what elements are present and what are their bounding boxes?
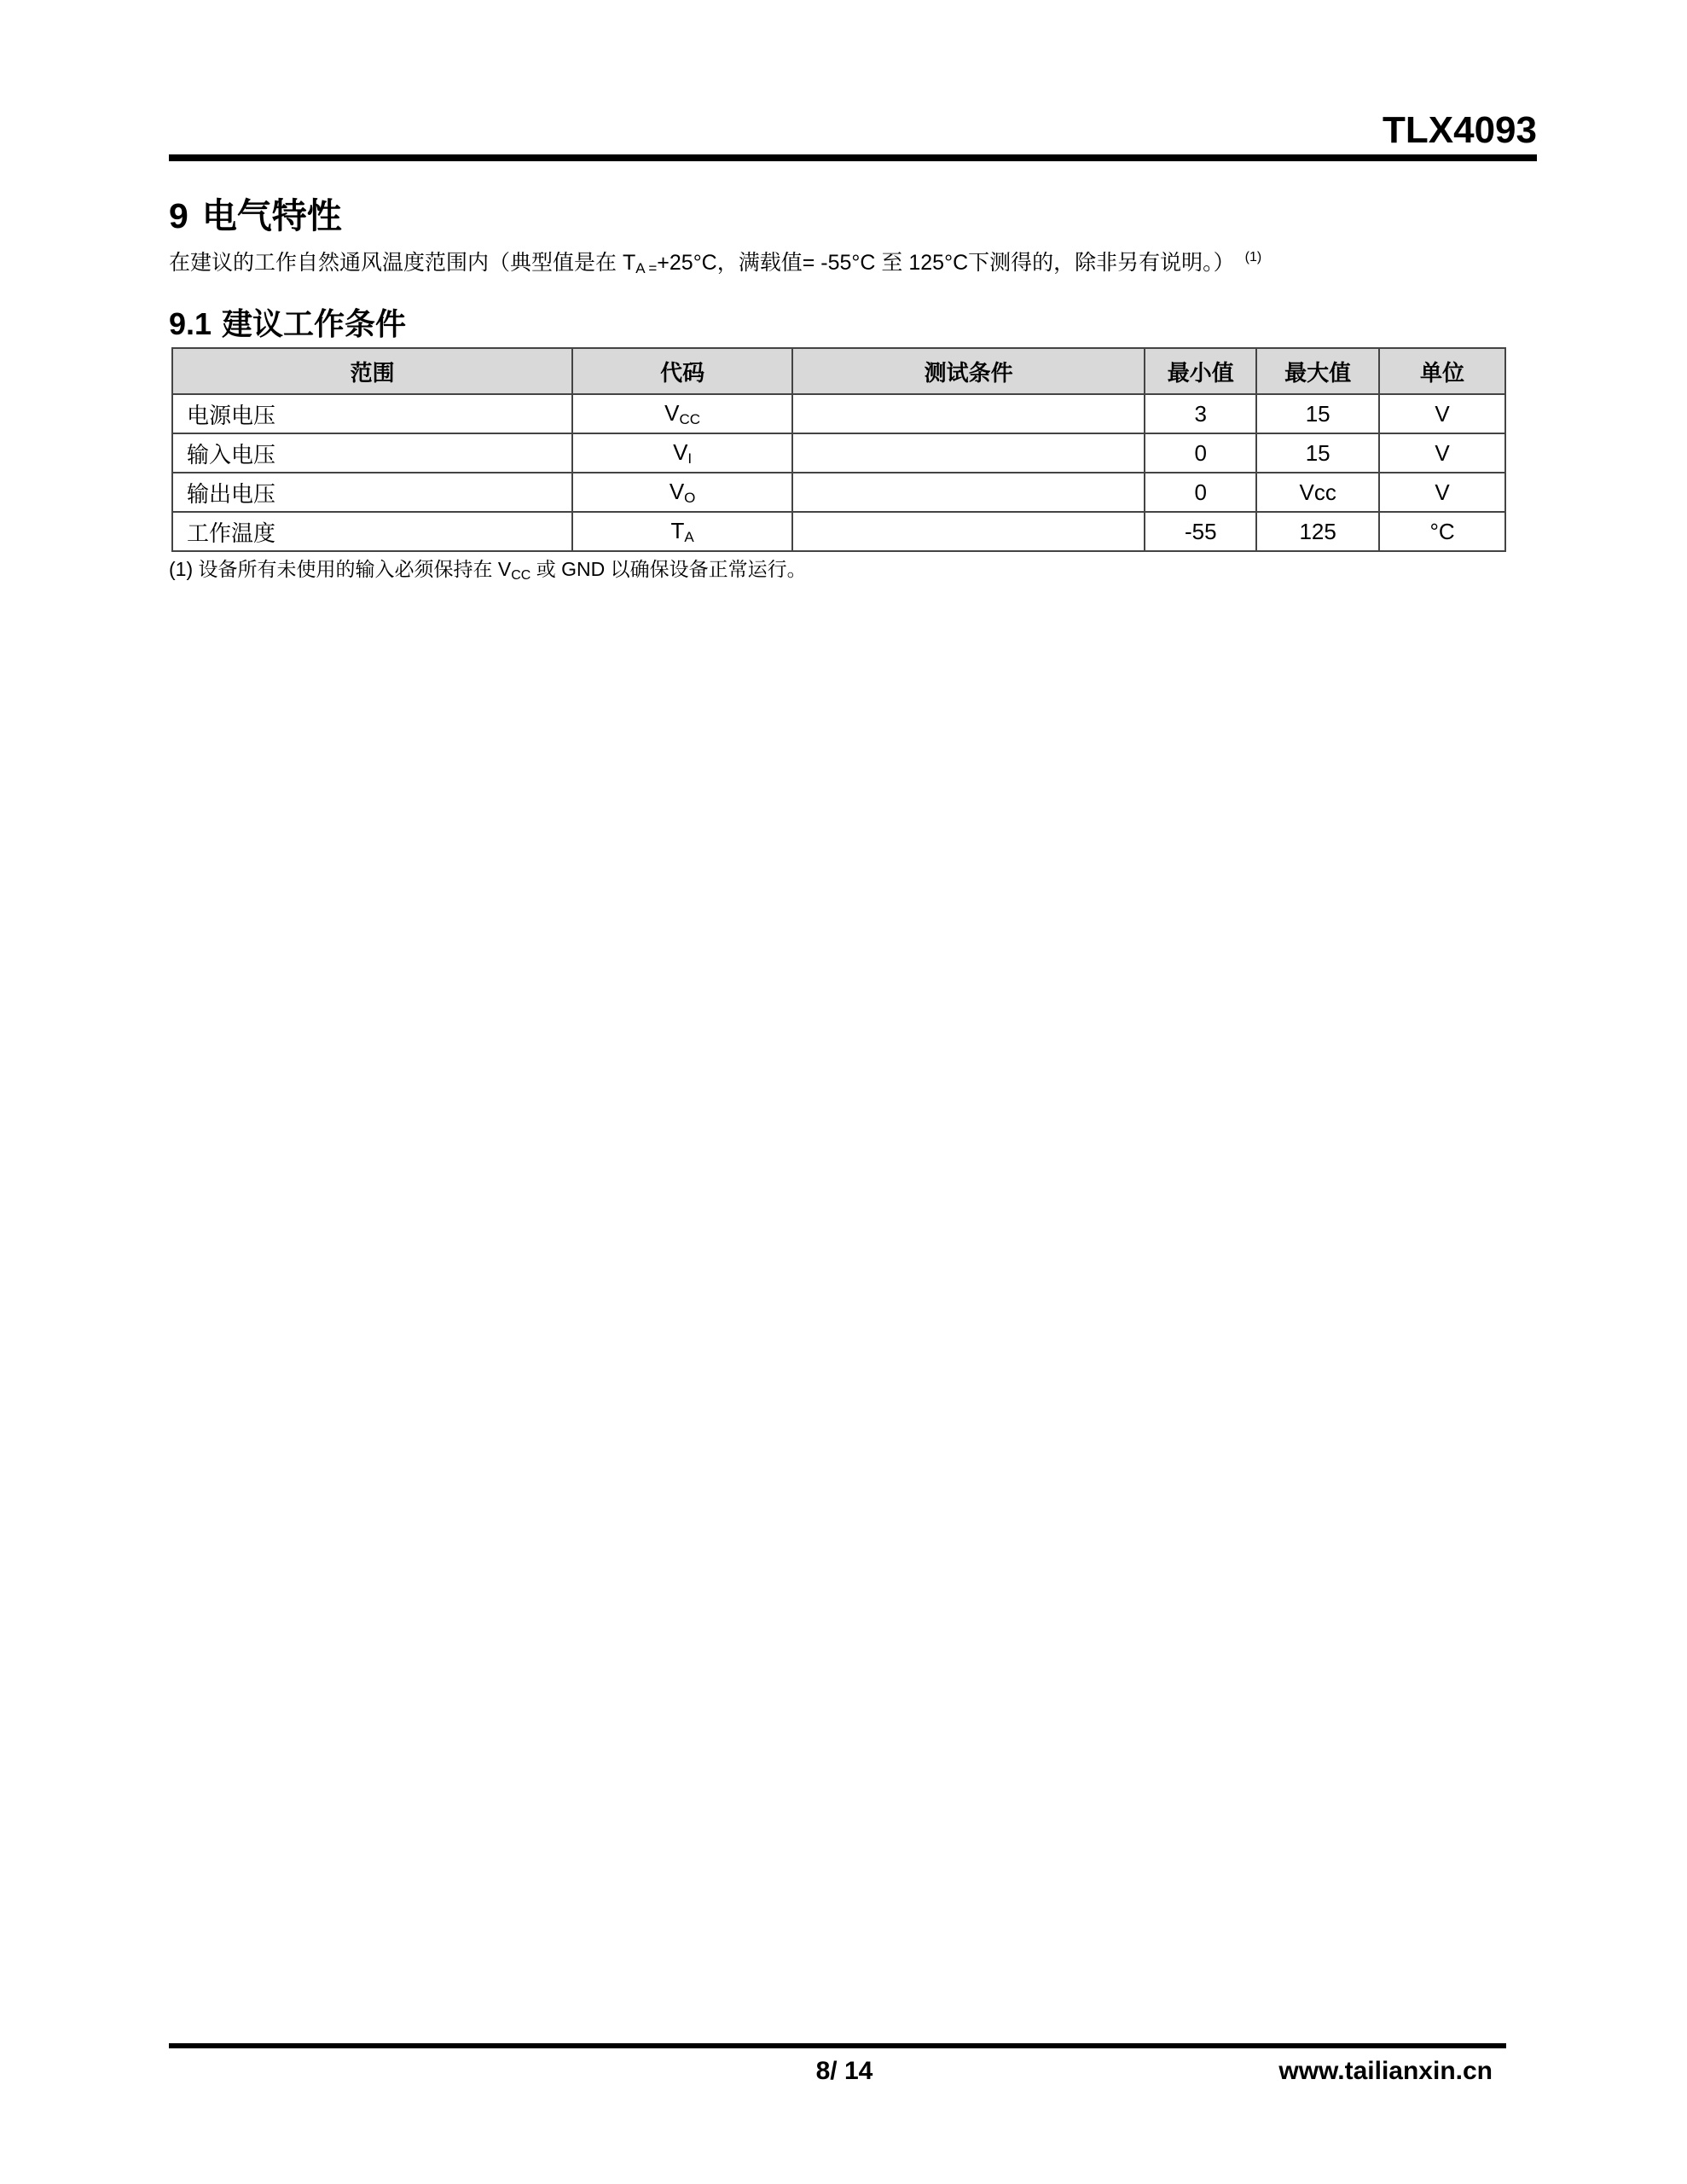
footnote-reference: (1) — [1244, 250, 1262, 264]
cell-unit: V — [1379, 394, 1505, 433]
website-url: www.tailianxin.cn — [1278, 2057, 1493, 2085]
symbol-subscript: I — [687, 450, 693, 467]
cell-condition — [792, 394, 1145, 433]
subsection-heading — [169, 305, 406, 344]
cell-parameter: 电源电压 — [172, 394, 572, 433]
page-number: 8/ 14 — [815, 2057, 873, 2085]
cell-condition — [792, 512, 1145, 551]
symbol-main: T — [670, 517, 685, 543]
cell-unit: V — [1379, 473, 1505, 512]
cell-unit: °C — [1379, 512, 1505, 551]
footnote-text: (1) 设备所有未使用的输入必须保持在 V — [169, 558, 512, 580]
table-footnote — [169, 555, 807, 590]
symbol-subscript: A — [684, 528, 694, 545]
cell-condition — [792, 473, 1145, 512]
cell-max: 15 — [1256, 433, 1379, 473]
cell-symbol — [572, 394, 792, 433]
header-range: 范围 — [172, 348, 572, 394]
cell-condition — [792, 433, 1145, 473]
cell-min: 3 — [1145, 394, 1256, 433]
symbol-subscript: O — [684, 489, 696, 506]
cell-max: 125 — [1256, 512, 1379, 551]
symbol-main: V — [673, 439, 688, 465]
cell-min: -55 — [1145, 512, 1256, 551]
header-unit: 单位 — [1379, 348, 1505, 394]
cell-max: Vcc — [1256, 473, 1379, 512]
intro-text-rest: +25°C，满载值= -55°C 至 125°C下测得的，除非另有说明。） — [657, 251, 1235, 275]
symbol-subscript: CC — [679, 410, 701, 427]
header-max: 最大值 — [1256, 348, 1379, 394]
footnote-subscript: CC — [511, 568, 531, 583]
operating-conditions-table — [171, 347, 1506, 552]
table-row — [172, 473, 1505, 512]
header-symbol: 代码 — [572, 348, 792, 394]
subsection-number: 9.1 — [169, 306, 212, 341]
symbol-main: V — [669, 478, 685, 504]
cell-parameter: 输出电压 — [172, 473, 572, 512]
footnote-text-rest: 或 GND 以确保设备正常运行。 — [530, 558, 807, 580]
footer-rule — [169, 2043, 1506, 2048]
cell-min: 0 — [1145, 473, 1256, 512]
section-title: 电气特性 — [201, 196, 342, 235]
header-rule — [169, 154, 1537, 161]
section-intro — [169, 242, 1261, 284]
cell-symbol — [572, 512, 792, 551]
cell-parameter: 输入电压 — [172, 433, 572, 473]
symbol-main: V — [664, 399, 680, 426]
cell-parameter: 工作温度 — [172, 512, 572, 551]
intro-text: 在建议的工作自然通风温度范围内（典型值是在 T — [169, 251, 636, 275]
header-min: 最小值 — [1145, 348, 1256, 394]
header-test-conditions: 测试条件 — [792, 348, 1145, 394]
cell-symbol — [572, 433, 792, 473]
section-number: 9 — [169, 196, 188, 235]
cell-max: 15 — [1256, 394, 1379, 433]
document-title: TLX4093 — [1383, 109, 1537, 151]
cell-unit: V — [1379, 433, 1505, 473]
table-row — [172, 394, 1505, 433]
cell-symbol — [572, 473, 792, 512]
intro-subscript: A = — [635, 260, 658, 276]
table-row — [172, 512, 1505, 551]
cell-min: 0 — [1145, 433, 1256, 473]
table-header-row — [172, 348, 1505, 394]
section-heading — [169, 195, 342, 237]
table-row — [172, 433, 1505, 473]
subsection-title: 建议工作条件 — [222, 306, 407, 341]
